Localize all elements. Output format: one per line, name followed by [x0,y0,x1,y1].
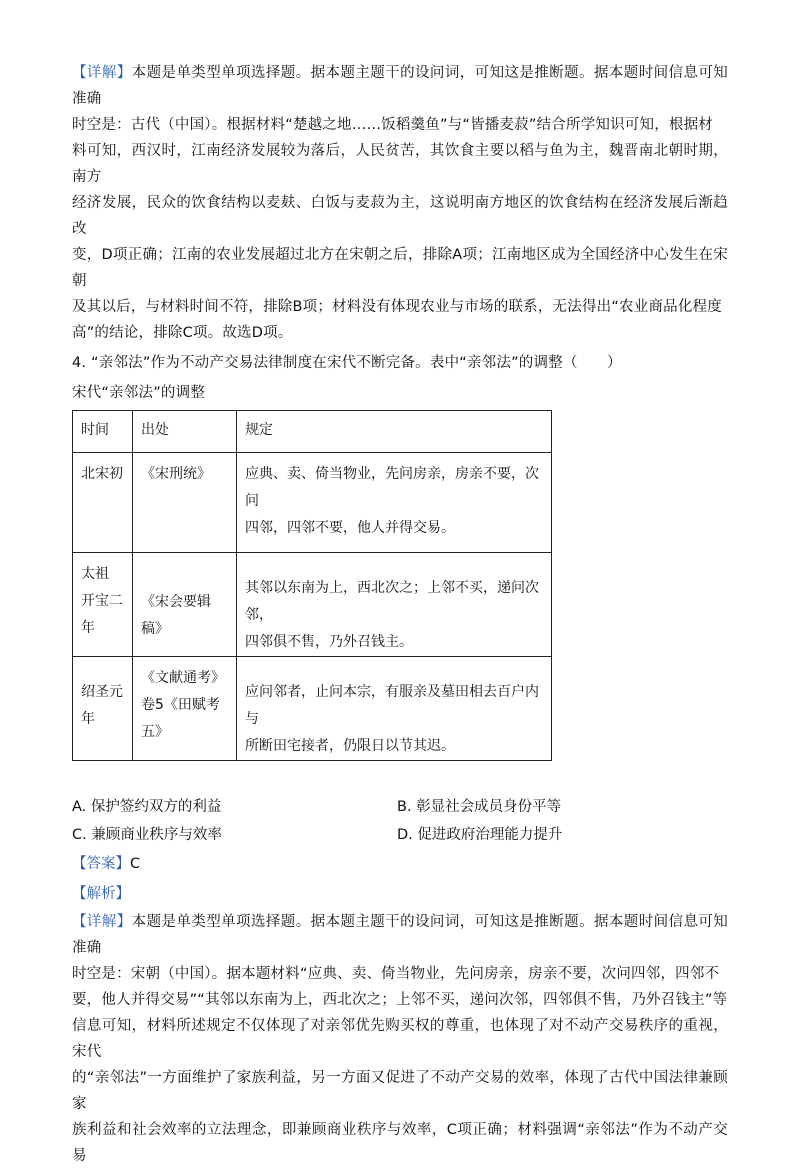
option-b: B. 彰显社会成员身份平等 [397,799,562,815]
detailed-explanation [72,909,728,1169]
header-time: 时间 [73,411,133,453]
answer-value: C [130,856,141,872]
table-row [73,657,552,761]
option-a: A. 保护签约双方的利益 [72,799,222,815]
detail-line-3: 要，他人并得交易”“其邻以东南为上，西北次之；上邻不买，递问次邻，四邻俱不售，乃外召钱主”等 [72,992,728,1008]
cell-source: 《宋刑统》 [133,453,237,553]
cell-time: 北宋初 [73,453,133,553]
answer-options [72,793,728,849]
analysis-tag: 【解析】 [72,886,130,902]
question-stem: 4. “亲邻法”作为不动产交易法律制度在宋代不断完备。表中“亲邻法”的调整（ ） [72,355,622,371]
header-rule: 规定 [237,411,552,453]
detail-line-1: 【详解】本题是单类型单项选择题。据本题主题干的设问词，可知这是推断题。据本题时间信息可知准确 [72,914,728,956]
detail-tag: 【详解】 [72,914,132,930]
cell-rule: 应典、卖、倚当物业，先问房亲，房亲不要，次问 四邻，四邻不要，他人并得交易。 [237,453,552,553]
cell-rule: 应问邻者，止问本宗，有服亲及墓田相去百户内与 所断田宅接者，仍限日以节其迟。 [237,657,552,761]
answer-line [72,849,728,879]
header-source: 出处 [133,411,237,453]
cell-source: 《宋会要辑稿》 [133,553,237,657]
answer-tag: 【答案】 [72,856,130,872]
prev-line-6: 及其以后，与材料时间不符，排除B项；材料没有体现农业与市场的联系，无法得出“农业商品化程度 [72,299,722,315]
prev-line-3: 料可知，西汉时，江南经济发展较为落后，人民贫苦，其饮食主要以稻与鱼为主，魏晋南北朝时期，南方 [72,143,728,185]
table-row [73,553,552,657]
detail-line-6: 族利益和社会效率的立法理念，即兼顾商业秩序与效率，C项正确；材料强调“亲邻法”作为不动产交易 [72,1122,728,1164]
prev-line-7: 高”的结论，排除C项。故选D项。 [72,325,293,341]
detail-line-4: 信息可知，材料所述规定不仅体现了对亲邻优先购买权的尊重，也体现了对不动产交易秩序的重视，宋代 [72,1018,728,1060]
prev-line-5: 变，D项正确；江南的农业发展超过北方在宋朝之后，排除A项；江南地区成为全国经济中心发生在宋朝 [72,247,728,289]
prev-line-2: 时空是：古代（中国）。根据材料“楚越之地……饭稻羹鱼”与“皆播麦菽”结合所学知识可知，根据材 [72,117,713,133]
prev-line-4: 经济发展，民众的饮食结构以麦麸、白饭与麦菽为主，这说明南方地区的饮食结构在经济发展后渐趋改 [72,195,728,237]
detail-line-2: 时空是：宋朝（中国）。据本题材料“应典、卖、倚当物业，先问房亲，房亲不要，次问四邻，四邻不 [72,966,720,982]
option-c: C. 兼顾商业秩序与效率 [72,827,222,843]
previous-explanation [72,60,728,346]
option-d: D. 促进政府治理能力提升 [397,827,563,843]
table-caption: 宋代“亲邻法”的调整 [72,385,206,401]
detail-tag: 【详解】 [72,65,132,81]
table-row [73,453,552,553]
prev-line-1: 【详解】本题是单类型单项选择题。据本题主题干的设问词，可知这是推断题。据本题时间信息可知准确 [72,65,728,107]
page-content [72,60,728,1169]
cell-rule: 其邻以东南为上，西北次之；上邻不买，递问次邻， 四邻俱不售，乃外召钱主。 [237,553,552,657]
cell-time: 太祖 开宝二 年 [73,553,133,657]
table-header-row [73,411,552,453]
rules-table [72,410,552,761]
cell-time: 绍圣元 年 [73,657,133,761]
cell-source: 《文献通考》 卷5《田赋考 五》 [133,657,237,761]
detail-line-5: 的“亲邻法”一方面维护了家族利益，另一方面又促进了不动产交易的效率，体现了古代中国法律兼顾家 [72,1070,728,1112]
